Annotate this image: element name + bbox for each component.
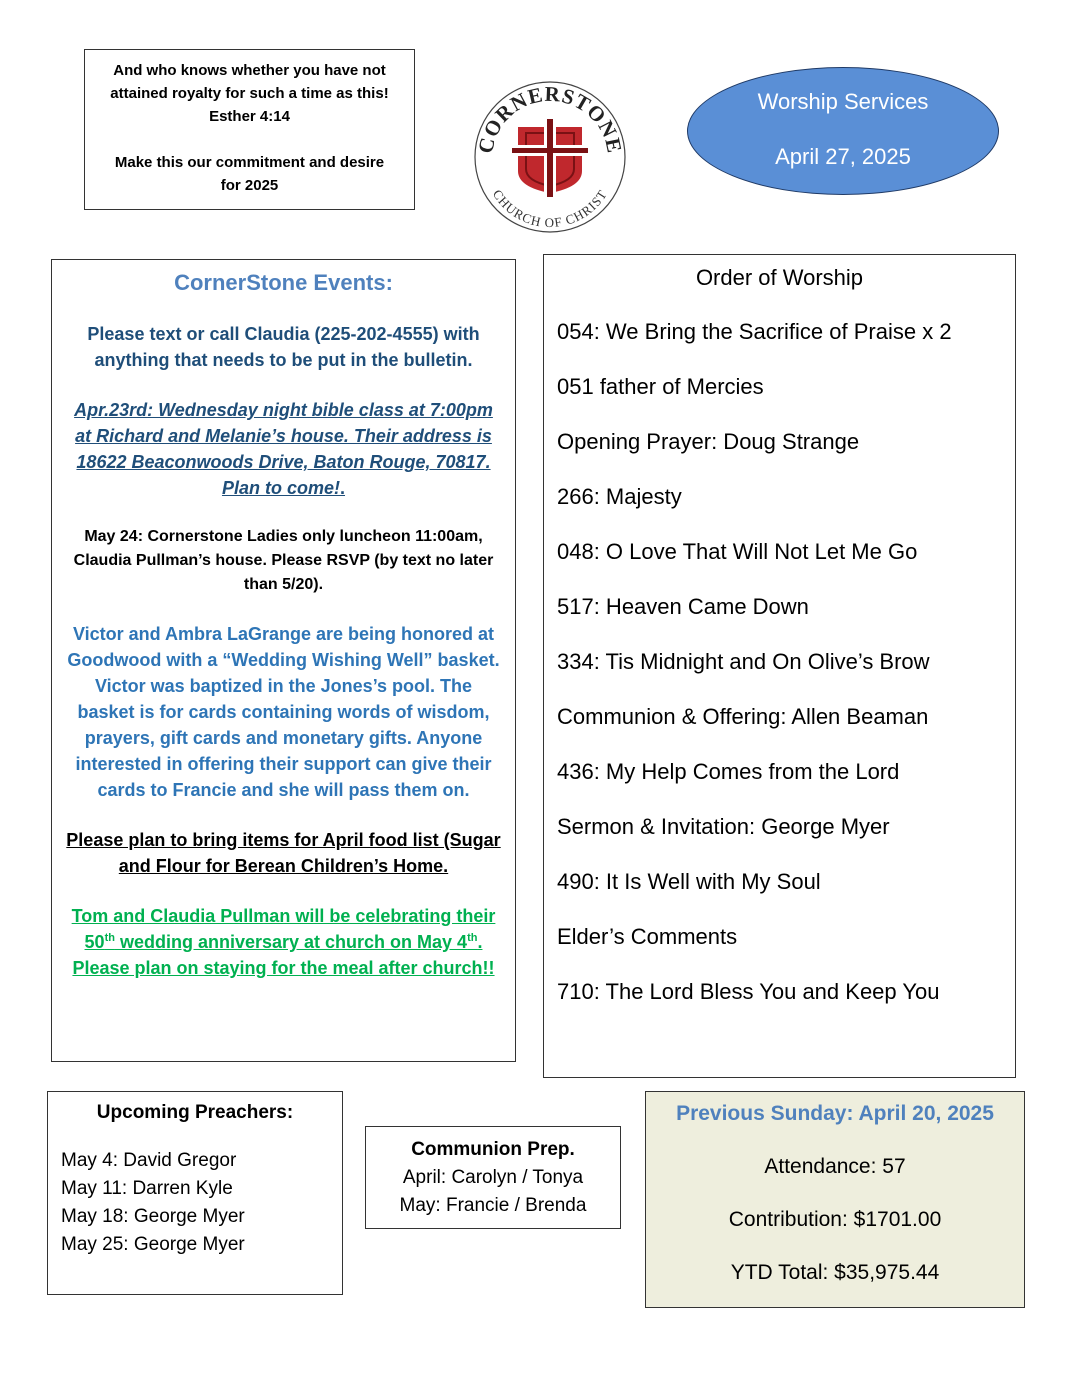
event-bible-class bbox=[66, 397, 501, 501]
logo-top-text: CORNERSTONE bbox=[473, 81, 627, 156]
upcoming-preachers-list bbox=[61, 1147, 342, 1259]
preacher-item: May 11: Darren Kyle bbox=[61, 1178, 233, 1199]
order-of-worship-title: Order of Worship bbox=[695, 265, 864, 290]
events-title: CornerStone Events: bbox=[174, 270, 393, 295]
worship-item: 054: We Bring the Sacrifice of Praise x 2 bbox=[557, 319, 952, 344]
event-contact-note: Please text or call Claudia (225-202-4555) with anything that needs to be put in the bulletin. bbox=[87, 324, 480, 370]
event-anniversary bbox=[66, 903, 501, 981]
event-anniversary-b: wedding anniversary at church on May 4 bbox=[114, 932, 468, 952]
verse-reference: Esther 4:14 bbox=[209, 108, 290, 125]
commitment-line-1: Make this our commitment and desire bbox=[114, 154, 385, 171]
verse-line-2: attained royalty for such a time as this! bbox=[110, 85, 389, 102]
communion-prep-may: May: Francie / Brenda bbox=[399, 1195, 587, 1216]
event-anniversary-a: Tom and Claudia Pullman will be celebrating their 50 bbox=[71, 906, 496, 952]
preacher-item: May 18: George Myer bbox=[61, 1206, 245, 1227]
event-bible-class-tail: . bbox=[340, 478, 346, 498]
worship-item: 517: Heaven Came Down bbox=[557, 594, 809, 619]
events-box bbox=[51, 259, 516, 1062]
event-wishing-well: Victor and Ambra LaGrange are being honored at Goodwood with a “Wedding Wishing Well” basket. Victor was baptized in the Jones’s pool. The basket is for cards containing words of wisdom, prayers, gift cards and monetary gifts. Anyone interested in offering their support can give their cards to Francie and she will pass them on. bbox=[67, 624, 500, 800]
worship-item: 051 father of Mercies bbox=[557, 374, 764, 399]
worship-item: 266: Majesty bbox=[557, 484, 682, 509]
church-logo bbox=[470, 75, 630, 235]
worship-item: 048: O Love That Will Not Let Me Go bbox=[557, 539, 918, 564]
commitment-line-2: for 2025 bbox=[220, 177, 279, 194]
attendance: Attendance: 57 bbox=[764, 1155, 906, 1178]
worship-item: Elder’s Comments bbox=[557, 924, 738, 949]
worship-item: Sermon & Invitation: George Myer bbox=[557, 814, 890, 839]
previous-sunday-title: Previous Sunday: April 20, 2025 bbox=[676, 1102, 994, 1125]
communion-prep-box bbox=[365, 1126, 621, 1229]
upcoming-preachers-box bbox=[47, 1091, 343, 1295]
ytd-total: YTD Total: $35,975.44 bbox=[730, 1261, 940, 1284]
worship-item: 334: Tis Midnight and On Olive’s Brow bbox=[557, 649, 930, 674]
worship-item: 710: The Lord Bless You and Keep You bbox=[557, 979, 940, 1004]
worship-services-badge bbox=[687, 67, 999, 195]
upcoming-preachers-title: Upcoming Preachers: bbox=[96, 1102, 294, 1123]
order-of-worship-list bbox=[557, 304, 1015, 1019]
worship-item: 490: It Is Well with My Soul bbox=[557, 869, 821, 894]
previous-sunday-box bbox=[645, 1091, 1025, 1308]
worship-item: Opening Prayer: Doug Strange bbox=[557, 429, 860, 454]
cross-shield-icon bbox=[510, 117, 590, 199]
logo-bottom-text: CHURCH OF CHRIST bbox=[489, 186, 611, 231]
event-food-list: Please plan to bring items for April food list (Sugar and Flour for Berean Children’s Home. bbox=[66, 830, 501, 876]
event-anniversary-sup: th bbox=[104, 932, 115, 944]
verse-box bbox=[84, 49, 415, 210]
event-anniversary-sup2: th bbox=[467, 932, 478, 944]
worship-item: Communion & Offering: Allen Beaman bbox=[557, 704, 929, 729]
contribution: Contribution: $1701.00 bbox=[728, 1208, 942, 1231]
verse-line-1: And who knows whether you have not bbox=[113, 62, 386, 79]
event-bible-class-text: Apr.23rd: Wednesday night bible class at 7:00pm at Richard and Melanie’s house. Their address is 18622 Beaconwoods Drive, Baton Rouge, 70817. Plan to come! bbox=[74, 400, 493, 498]
preacher-item: May 25: George Myer bbox=[61, 1234, 245, 1255]
communion-prep-title: Communion Prep. bbox=[411, 1139, 575, 1160]
communion-prep-april: April: Carolyn / Tonya bbox=[402, 1167, 584, 1188]
event-anniversary-c: . Please plan on staying for the meal after church!! bbox=[72, 932, 495, 978]
preacher-item: May 4: David Gregor bbox=[61, 1150, 237, 1171]
order-of-worship-box bbox=[543, 254, 1016, 1078]
worship-item: 436: My Help Comes from the Lord bbox=[557, 759, 900, 784]
worship-services-title: Worship Services bbox=[757, 89, 929, 114]
worship-services-date: April 27, 2025 bbox=[775, 144, 911, 169]
event-ladies-luncheon: May 24: Cornerstone Ladies only luncheon 11:00am, Claudia Pullman’s house. Please RSVP (by text no later than 5/20). bbox=[73, 528, 494, 593]
